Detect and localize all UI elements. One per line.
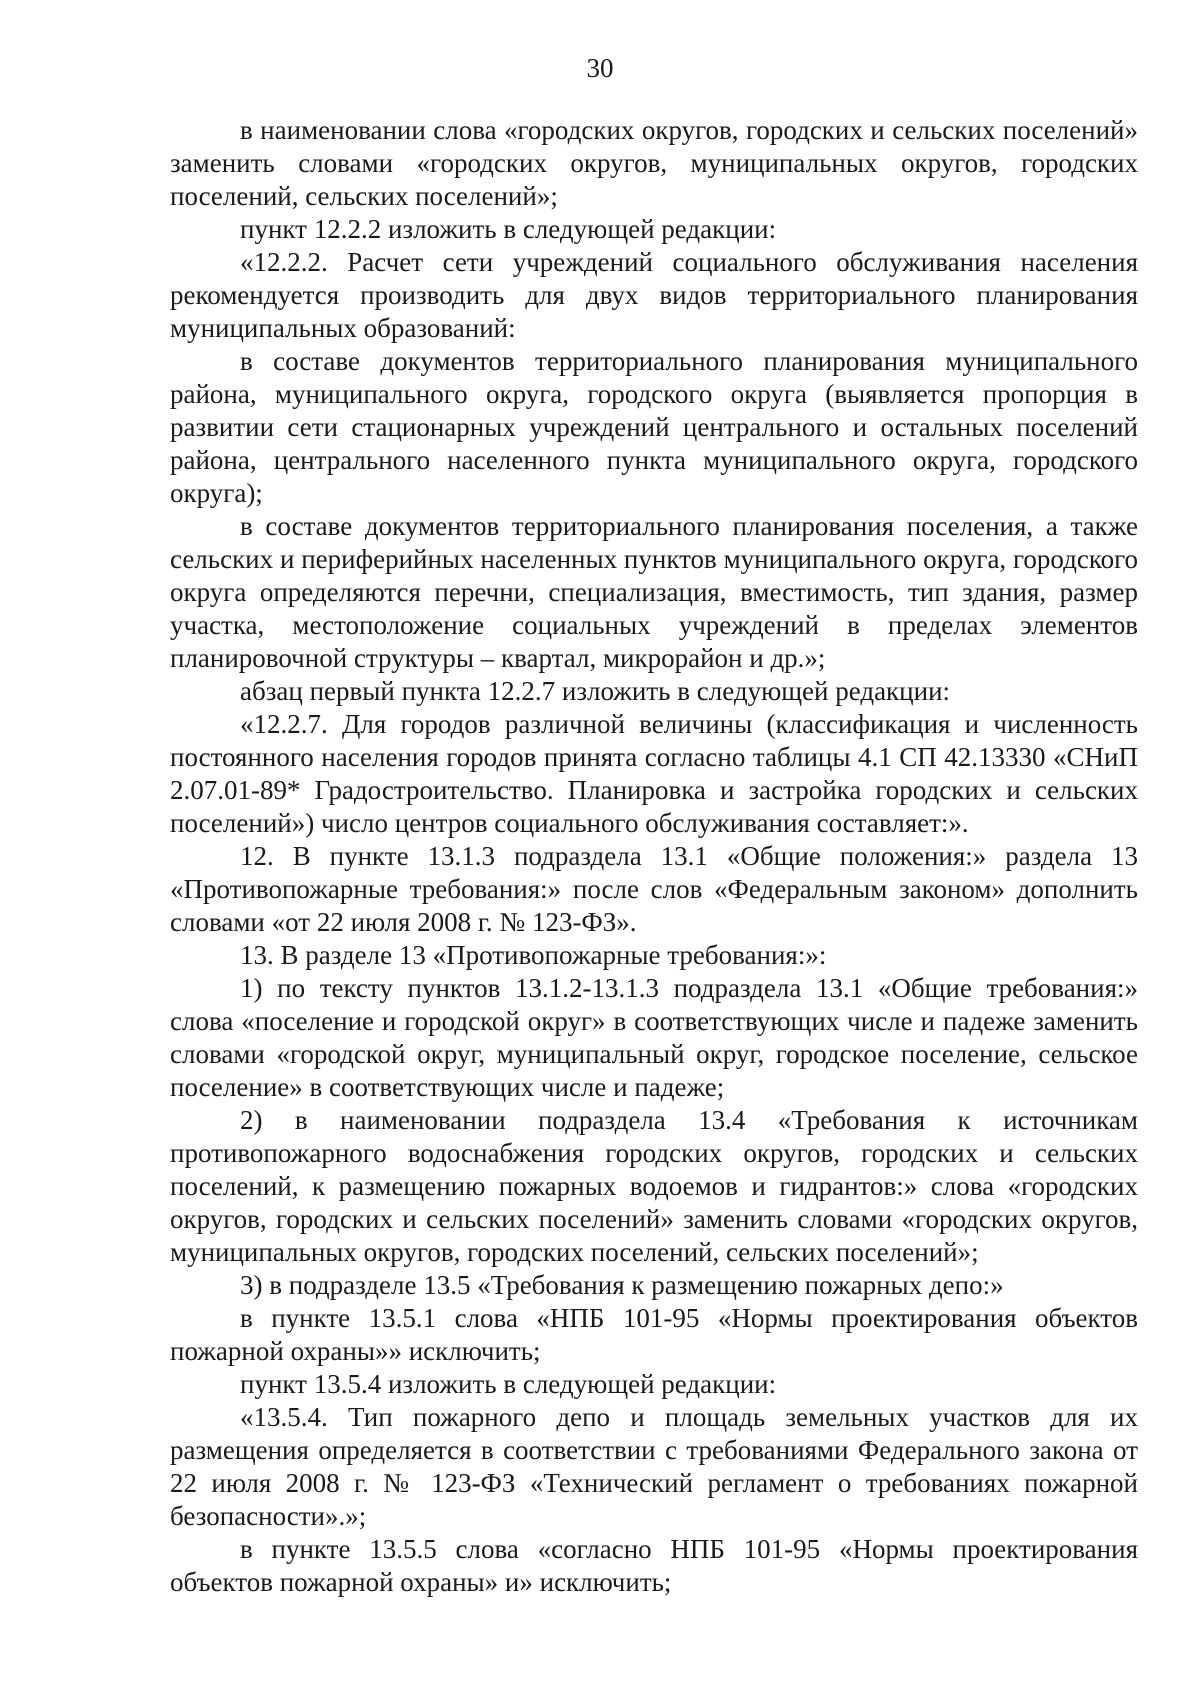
- paragraph: 13. В разделе 13 «Противопожарные требования:»:: [240, 940, 827, 970]
- document-body: [170, 114, 1138, 1599]
- paragraph: 12. В пункте 13.1.3 подраздела 13.1 «Общие положения:» раздела 13 «Противопожарные требования:» после слов «Федеральным законом» дополнить словами «от 22 июля 2008 г. № 123-ФЗ».: [170, 841, 1138, 937]
- page-number: 30: [586, 53, 614, 83]
- paragraph: 1) по тексту пунктов 13.1.2-13.1.3 подраздела 13.1 «Общие требования:» слова «поселение и городской округ» в соответствующих числе и падеже заменить словами «городской округ, муниципальный округ, городское поселение, сельское поселение» в соответствующих числе и падеже;: [170, 973, 1138, 1102]
- paragraph: «12.2.2. Расчет сети учреждений социального обслуживания населения рекомендуется производить для двух видов территориального планирования муниципальных образований:: [170, 247, 1138, 343]
- paragraph: абзац первый пункта 12.2.7 изложить в следующей редакции:: [240, 676, 951, 706]
- paragraph: в пункте 13.5.5 слова «согласно НПБ 101-95 «Нормы проектирования объектов пожарной охраны» и» исключить;: [170, 1534, 1138, 1597]
- paragraph: в наименовании слова «городских округов, городских и сельских поселений» заменить словами «городских округов, муниципальных округов, городских поселений, сельских поселений»;: [170, 115, 1138, 211]
- paragraph: пункт 13.5.4 изложить в следующей редакции:: [240, 1369, 777, 1399]
- paragraph: в составе документов территориального планирования поселения, а также сельских и периферийных населенных пунктов муниципального округа, городского округа определяются перечни, специализация, вместимость, тип здания, размер участка, местоположение социальных учреждений в пределах элементов планировочной структуры – квартал, микрорайон и др.»;: [170, 511, 1138, 673]
- paragraph: 2) в наименовании подраздела 13.4 «Требования к источникам противопожарного водоснабжения городских округов, городских и сельских поселений, к размещению пожарных водоемов и гидрантов:» слова «городских округов, городских и сельских поселений» заменить словами «городских округов, муниципальных округов, городских поселений, сельских поселений»;: [170, 1105, 1138, 1267]
- paragraph: «13.5.4. Тип пожарного депо и площадь земельных участков для их размещения определяется в соответствии с требованиями Федерального закона от 22 июля 2008 г. № 123-ФЗ «Технический регламент о требованиях пожарной безопасности».»;: [170, 1402, 1138, 1531]
- paragraph: 3) в подразделе 13.5 «Требования к размещению пожарных депо:»: [240, 1270, 1004, 1300]
- paragraph: пункт 12.2.2 изложить в следующей редакции:: [240, 214, 777, 244]
- paragraph: в пункте 13.5.1 слова «НПБ 101-95 «Нормы проектирования объектов пожарной охраны»» исключить;: [170, 1303, 1138, 1366]
- paragraph: в составе документов территориального планирования муниципального района, муниципального округа, городского округа (выявляется пропорция в развитии сети стационарных учреждений центрального и остальных поселений района, центрального населенного пункта муниципального округа, городского округа);: [170, 346, 1138, 508]
- paragraph: «12.2.7. Для городов различной величины (классификация и численность постоянного населения городов принята согласно таблицы 4.1 СП 42.13330 «СНиП 2.07.01-89* Градостроительство. Планировка и застройка городских и сельских поселений») число центров социального обслуживания составляет:».: [170, 709, 1138, 838]
